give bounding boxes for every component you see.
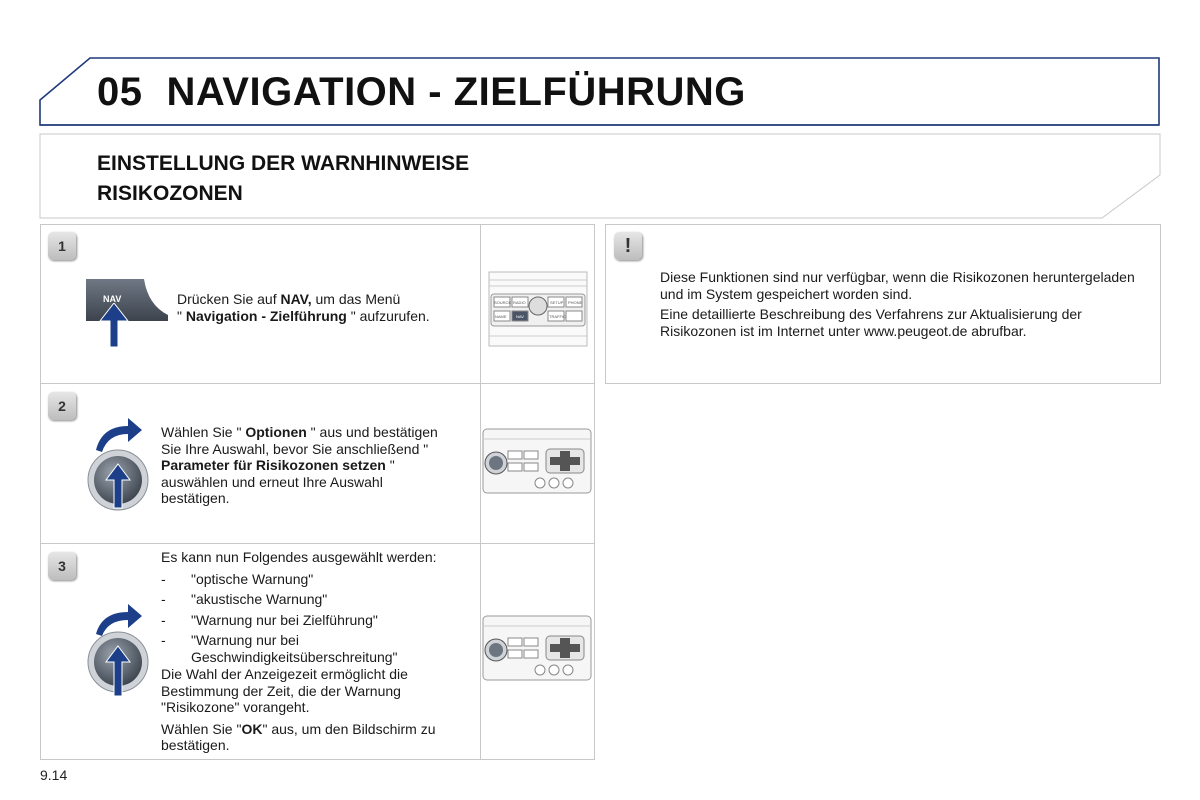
nav-button-label: NAV [103,294,122,304]
device-label-traffic: TRAFFIC [549,314,566,319]
step-3-badge: 3 [48,552,76,580]
list-item: - "Warnung nur bei Zielführung" [161,611,378,628]
device-label-nav: NAV [516,314,524,319]
press-arrow-icon [98,303,130,347]
step-2-badge: 2 [48,392,76,420]
chapter-title [97,70,746,115]
step-divider [40,383,595,384]
chapter-number: 05 [97,70,143,114]
device-label-radio: RADIO [513,300,526,305]
image-column-divider [480,224,481,760]
device-label-source: SOURCE [494,300,512,305]
note-paragraph-1: Diese Funktionen sind nur verfügbar, wenn die Risikozonen heruntergeladen und im System gespeichert worden sind. [660,269,1135,302]
rotate-knob-icon [82,412,152,512]
step-3-text [161,549,471,754]
radio-device-image [482,425,592,497]
warning-icon: ! [614,232,642,260]
list-item: - "akustische Warnung" [161,591,328,607]
note-paragraph-2: Eine detaillierte Beschreibung des Verfahrens zur Aktualisierung der Risikozonen ist im Internet unter www.peugeot.de abrufbar. [660,306,1082,339]
step-3-intro: Es kann nun Folgendes ausgewählt werden: [161,549,437,565]
step-1-text: Drücken Sie auf NAV, um das Menü " Navigation - Zielführung " aufzurufen. [177,291,430,324]
device-label-setup: SETUP [550,300,564,305]
warning-options-list [161,571,471,666]
chapter-title-text: NAVIGATION - ZIELFÜHRUNG [166,70,746,114]
section-title [97,149,469,209]
step-2-text: Wählen Sie " Optionen " aus und bestätigen Sie Ihre Auswahl, bevor Sie anschließend " Parameter für Risikozonen setzen " auswählen und erneut Ihre Auswahl bestätigen. [161,424,438,506]
radio-device-image [482,612,592,684]
section-title-line1: EINSTELLUNG DER WARNHINWEISE [97,152,470,175]
list-item: - "Warnung nur bei Geschwindigkeitsüberschreitung" [161,632,398,665]
list-item: - "optische Warnung" [161,570,314,587]
section-title-line2: RISIKOZONEN [97,182,243,205]
step-divider [40,543,595,544]
step-3-para1: Die Wahl der Anzeigezeit ermöglicht die Bestimmung der Zeit, die der Warnung "Risikozone" vorangeht. [161,666,408,715]
step-3-para2: Wählen Sie "OK" aus, um den Bildschirm zu bestätigen. [161,720,436,753]
note-text [660,269,1155,339]
device-label-name: NAME [495,314,507,319]
radio-device-image [488,270,588,348]
rotate-knob-icon [82,600,152,700]
page-number: 9.14 [40,767,68,783]
step-1-badge: 1 [48,232,76,260]
device-label-phone: PHONE [568,300,583,305]
